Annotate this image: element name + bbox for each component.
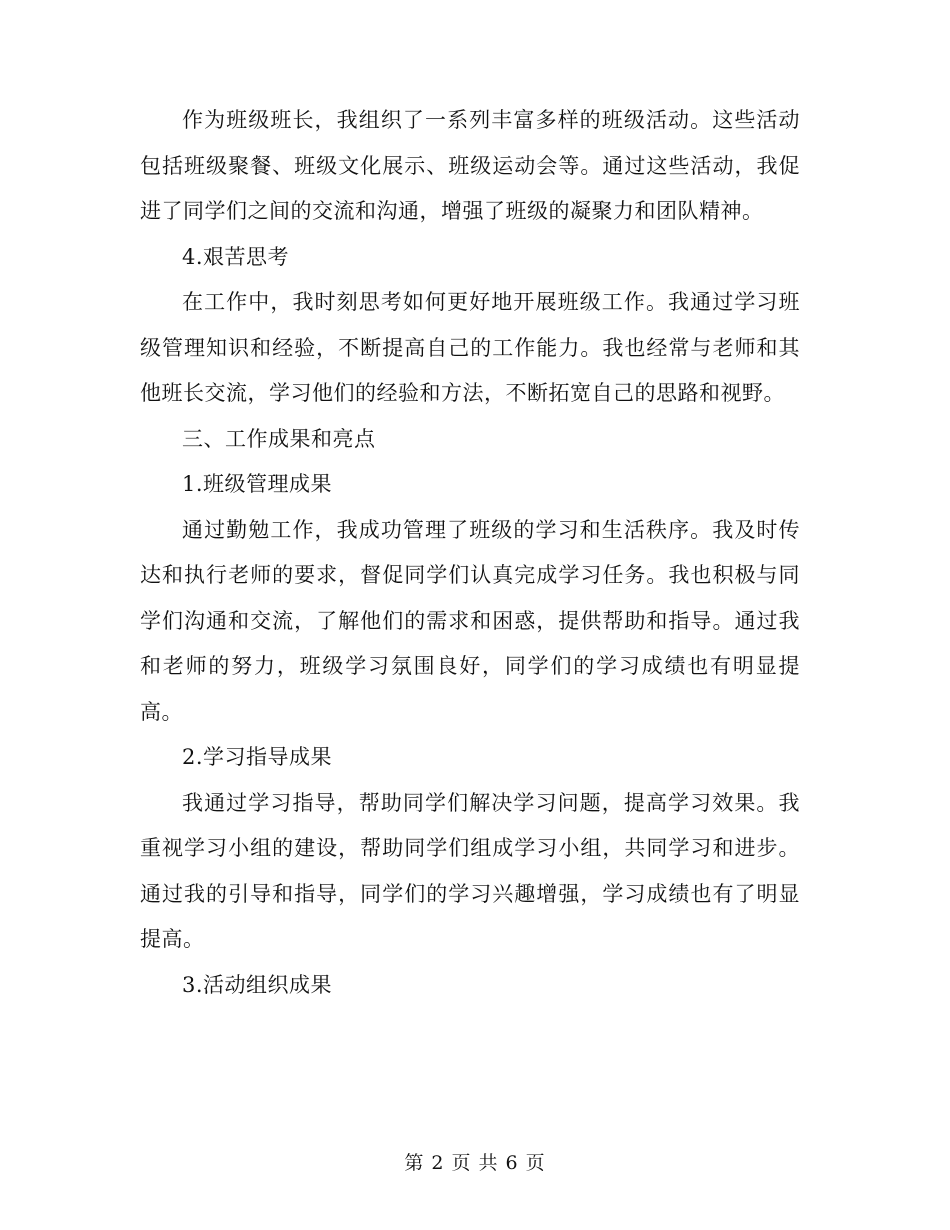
section-heading-results: 三、工作成果和亮点 [182,426,376,451]
heading-study-guidance: 2.学习指导成果 [182,745,333,769]
document-body [140,98,800,1008]
heading-hard-thinking: 4.艰苦思考 [182,244,290,269]
paragraph-study-guidance: 我通过学习指导，帮助同学们解决学习问题，提高学习效果。我重视学习小组的建设，帮助同学们组成学习小组，共同学习和进步。通过我的引导和指导，同学们的学习兴趣增强，学习成绩也有了明显提高。 [140,790,800,951]
paragraph-class-activities: 作为班级班长，我组织了一系列丰富多样的班级活动。这些活动包括班级聚餐、班级文化展示、班级运动会等。通过这些活动，我促进了同学们之间的交流和沟通，增强了班级的凝聚力和团队精神。 [140,108,800,223]
paragraph-thinking: 在工作中，我时刻思考如何更好地开展班级工作。我通过学习班级管理知识和经验，不断提高自己的工作能力。我也经常与老师和其他班长交流，学习他们的经验和方法，不断拓宽自己的思路和视野。 [140,290,800,405]
heading-class-management: 1.班级管理成果 [182,472,333,496]
paragraph-class-management: 通过勤勉工作，我成功管理了班级的学习和生活秩序。我及时传达和执行老师的要求，督促同学们认真完成学习任务。我也积极与同学们沟通和交流，了解他们的需求和困惑，提供帮助和指导。通过我和老师的努力，班级学习氛围良好，同学们的学习成绩也有明显提高。 [140,517,800,724]
page-number-footer: 第 2 页 共 6 页 [404,1152,546,1174]
heading-activity-organization: 3.活动组织成果 [182,972,333,997]
